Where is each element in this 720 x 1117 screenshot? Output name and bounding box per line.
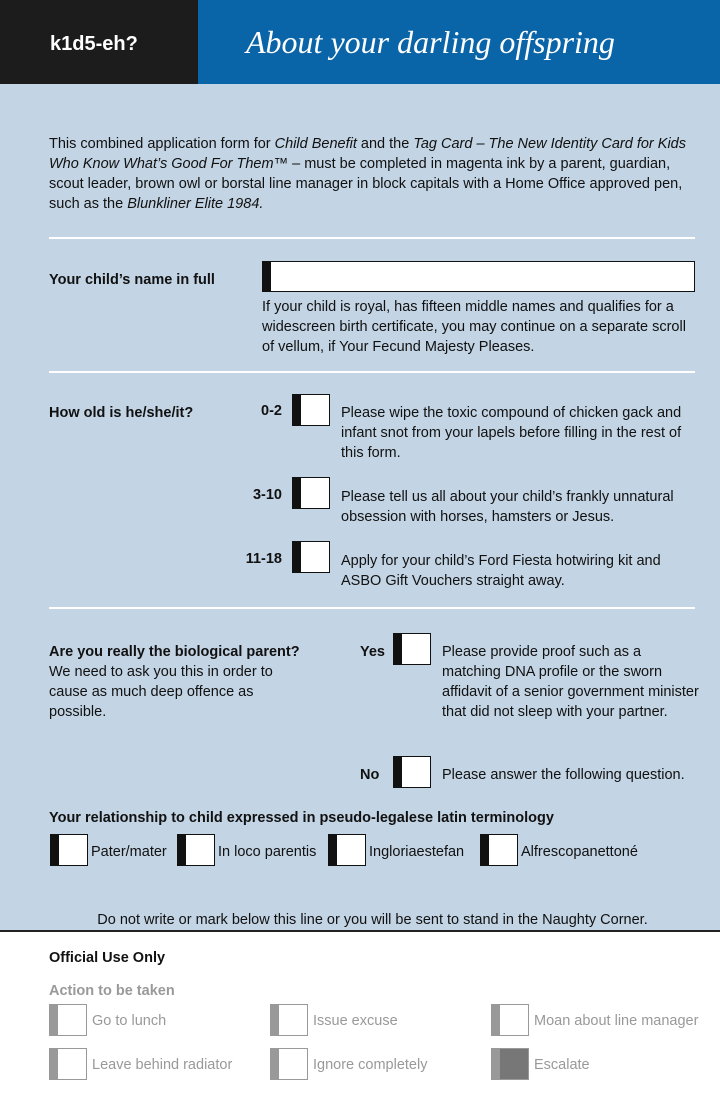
age-checkbox-3-10[interactable] (292, 477, 330, 509)
official-use-panel (0, 930, 720, 1117)
relationship-label: Your relationship to child expressed in pseudo-legalese latin terminology (49, 810, 554, 826)
relationship-checkbox-ingloria[interactable] (328, 834, 366, 866)
no-text: Please answer the following question. (442, 767, 685, 783)
form-code: k1d5-eh? (0, 0, 198, 84)
action-checkbox-moan[interactable] (491, 1004, 529, 1036)
action-checkbox-lunch[interactable] (49, 1004, 87, 1036)
age-text-0-2: Please wipe the toxic compound of chicken gack and infant snot from your lapels before filling in the rest of this form. (341, 405, 682, 461)
name-note: If your child is royal, has fifteen middle names and qualifies for a widescreen birth certificate, you may continue on a separate scroll of vellum, if Your Fecund Majesty Pleases. (262, 299, 686, 355)
action-label: Ignore completely (313, 1057, 428, 1073)
age-range-3-10: 3-10 (252, 487, 282, 503)
age-range-0-2: 0-2 (261, 403, 282, 419)
relationship-checkbox-alfresco[interactable] (480, 834, 518, 866)
parent-subtext: We need to ask you this in order to cause as much deep offence as possible. (49, 664, 273, 720)
divider (49, 371, 695, 373)
parent-label: Are you really the biological parent? (49, 644, 300, 660)
relationship-checkbox-pater[interactable] (50, 834, 88, 866)
action-label: Escalate (534, 1057, 590, 1073)
page-title: About your darling offspring (198, 0, 720, 84)
age-text-3-10: Please tell us all about your child’s frankly unnatural obsession with horses, hamsters or Jesus. (341, 489, 674, 525)
no-checkbox[interactable] (393, 756, 431, 788)
intro-paragraph: This combined application form for Child Benefit and the Tag Card – The New Identity Card for Kids Who Know What’s Good For Them™ – must be completed in magenta ink by a parent, guardian, scout leader, brown owl or borstal line manager in block capitals with a Home Office approved pen, such as the Blunkliner Elite 1984. (49, 136, 686, 212)
relationship-option: Pater/mater (91, 844, 167, 860)
age-range-11-18: 11-18 (245, 551, 282, 567)
relationship-checkbox-loco[interactable] (177, 834, 215, 866)
relationship-option: Alfrescopanettoné (521, 844, 638, 860)
action-label: Issue excuse (313, 1013, 398, 1029)
age-checkbox-0-2[interactable] (292, 394, 330, 426)
action-checkbox-ignore[interactable] (270, 1048, 308, 1080)
child-name-input[interactable] (262, 261, 695, 292)
divider (49, 237, 695, 239)
name-label: Your child’s name in full (49, 272, 215, 288)
action-label: Leave behind radiator (92, 1057, 233, 1073)
header (0, 0, 720, 84)
divider (49, 607, 695, 609)
action-checkbox-escalate[interactable] (491, 1048, 529, 1080)
no-label: No (360, 767, 380, 783)
official-subtitle: Action to be taken (49, 983, 175, 999)
yes-checkbox[interactable] (393, 633, 431, 665)
yes-text: Please provide proof such as a matching DNA profile or the sworn affidavit of a senior government minister that did not sleep with your partner. (442, 644, 699, 720)
age-label: How old is he/she/it? (49, 405, 194, 421)
age-checkbox-11-18[interactable] (292, 541, 330, 573)
action-checkbox-radiator[interactable] (49, 1048, 87, 1080)
action-label: Go to lunch (92, 1013, 167, 1029)
relationship-option: Ingloriaestefan (369, 844, 465, 860)
relationship-option: In loco parentis (218, 844, 317, 860)
warning-text: Do not write or mark below this line or you will be sent to stand in the Naughty Corner. (97, 912, 648, 928)
yes-label: Yes (360, 644, 385, 660)
action-label: Moan about line manager (534, 1013, 699, 1029)
age-text-11-18: Apply for your child’s Ford Fiesta hotwiring kit and ASBO Gift Vouchers straight away. (341, 553, 661, 589)
action-checkbox-excuse[interactable] (270, 1004, 308, 1036)
official-title: Official Use Only (49, 950, 166, 966)
